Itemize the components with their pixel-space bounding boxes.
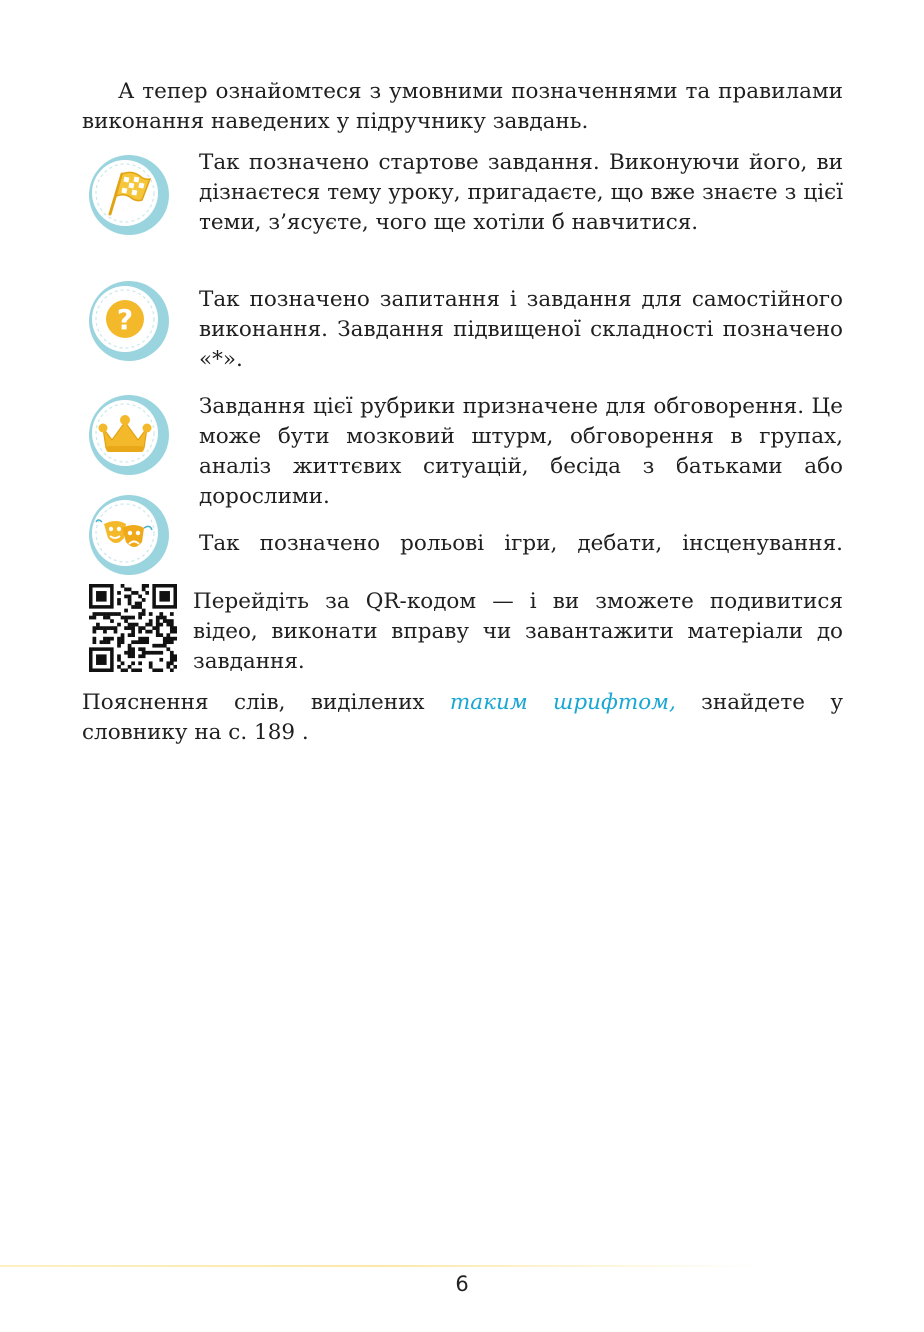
theater-masks-icon <box>86 492 172 578</box>
glossary-note-start: Пояснення слів, виділених <box>82 690 450 715</box>
legend-text-role-play: Так позначено рольові ігри, дебати, інсценування. <box>199 531 843 556</box>
footer-rule <box>0 1265 760 1267</box>
glossary-note <box>82 688 843 748</box>
legend-text-start-task: Так позначено стартове завдання. Виконуючи його, ви дізнаєтеся тему уроку, пригадаєте, що вже знаєте з цієї теми, з’ясуєте, чого ще хотіли б навчитися. <box>199 150 843 235</box>
crown-icon <box>86 392 172 478</box>
intro-paragraph: А тепер ознайомтеся з умовними позначеннями та правилами виконання наведених у підручнику завдань. <box>82 79 843 134</box>
legend-text-qr: Перейдіть за QR-кодом — і ви зможете подивитися відео, виконати вправу чи завантажити матеріали до завдання. <box>193 589 843 674</box>
legend-text-discussion: Завдання цієї рубрики призначене для обговорення. Це може бути мозковий штурм, обговорення в групах, аналіз життєвих ситуацій, бесіда з батьками або дорослими. <box>199 394 843 509</box>
question-mark-icon <box>86 278 172 364</box>
checkered-flag-icon <box>86 152 172 238</box>
legend-text-questions: Так позначено запитання і завдання для самостійного виконання. Завдання підвищеної складності позначено «*». <box>199 287 843 372</box>
page-number: 6 <box>455 1272 469 1296</box>
highlight-font-sample: таким шрифтом, <box>449 690 676 715</box>
svg-text:?: ? <box>116 303 134 336</box>
glossary-note-end: знайдете у словнику на с. 189 . <box>82 690 843 745</box>
qr-code-icon <box>89 584 177 672</box>
